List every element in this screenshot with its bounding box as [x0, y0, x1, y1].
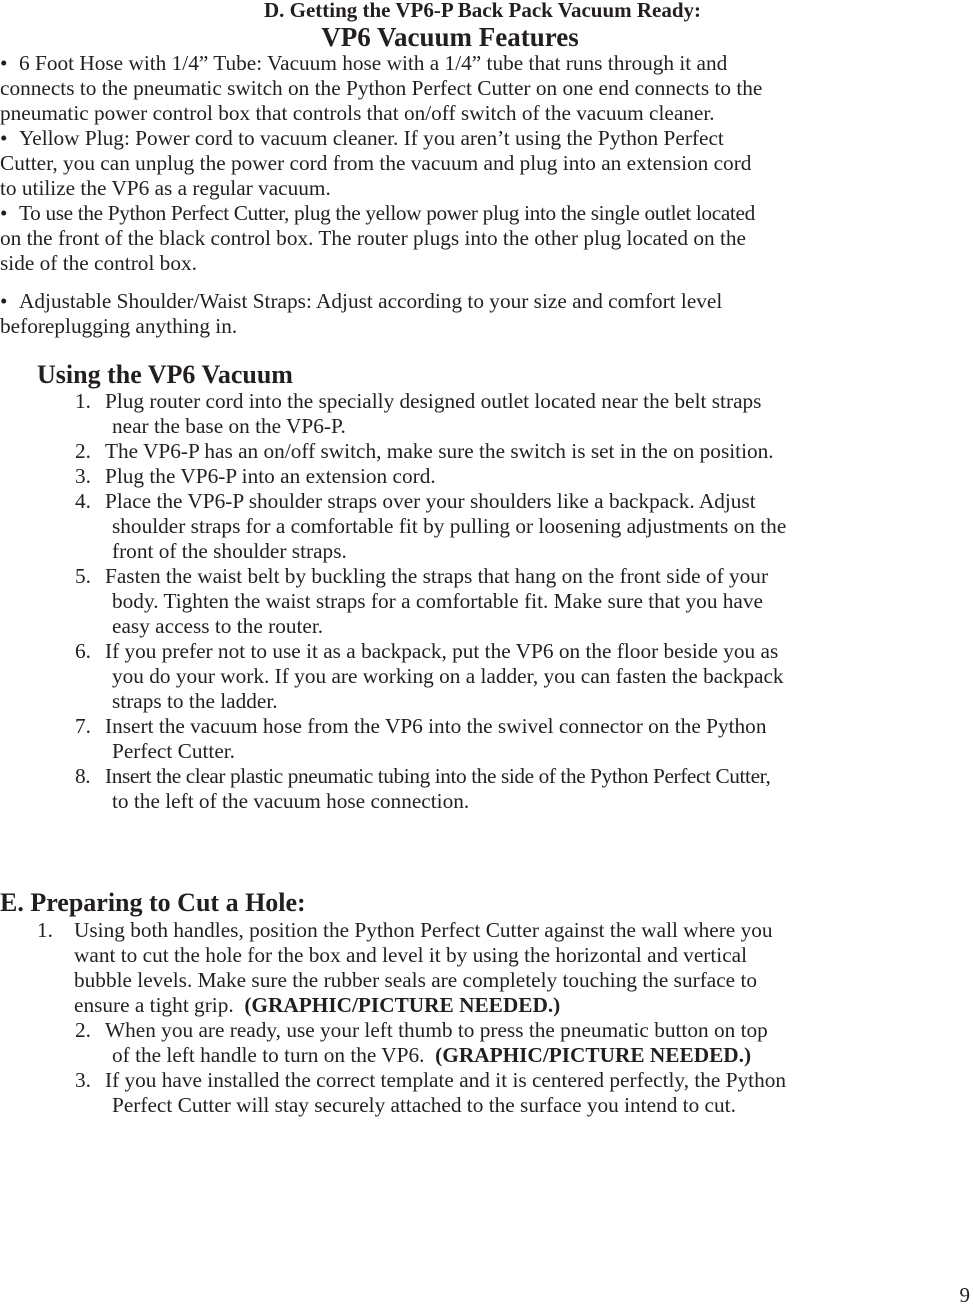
feature-bullet-3-line-2: on the front of the black control box. The router plugs into the other plug located on the [0, 226, 746, 250]
vp6-step-2-line-1: The VP6-P has an on/off switch, make sure the switch is set in the on position. [105, 439, 774, 463]
feature-bullet-1-line-3: pneumatic power control box that controls that on/off switch of the vacuum cleaner. [0, 101, 715, 125]
cut-step-1-line-2: want to cut the hole for the box and level it by using the horizontal and vertical [74, 943, 748, 967]
cut-step-2-line-1: When you are ready, use your left thumb to press the pneumatic button on top [105, 1018, 768, 1042]
vp6-step-7-line-2: Perfect Cutter. [112, 739, 236, 763]
cut-step-3 [75, 1068, 786, 1093]
feature-bullet-2-line-1: Yellow Plug: Power cord to vacuum cleaner. If you aren’t using the Python Perfect [19, 126, 724, 150]
step-number: 2. [75, 1018, 91, 1042]
vp6-step-1 [75, 389, 761, 414]
vp6-step-5-line-2: body. Tighten the waist straps for a comfortable fit. Make sure that you have [112, 589, 763, 613]
cut-step-1 [37, 918, 773, 943]
vp6-step-8-line-2: to the left of the vacuum hose connection. [112, 789, 470, 813]
vp6-step-3 [75, 464, 436, 489]
vp6-step-6-line-1: If you prefer not to use it as a backpack, put the VP6 on the floor beside you as [105, 639, 779, 663]
feature-bullet-3-line-1: To use the Python Perfect Cutter, plug the yellow power plug into the single outlet located [19, 201, 755, 225]
cut-step-2-line-2 [112, 1043, 751, 1068]
step-number: 3. [75, 1068, 91, 1092]
feature-bullet-4 [0, 289, 722, 314]
cut-step-3-line-1: If you have installed the correct template and it is centered perfectly, the Python [105, 1068, 787, 1092]
graphic-needed-note: (GRAPHIC/PICTURE NEEDED.) [244, 993, 561, 1017]
vp6-step-4-line-1: Place the VP6-P shoulder straps over your shoulders like a backpack. Adjust [105, 489, 756, 513]
vp6-step-7 [75, 714, 766, 739]
feature-bullet-1-line-2: connects to the pneumatic switch on the Python Perfect Cutter on one end connects to the [0, 76, 763, 100]
vp6-step-8 [75, 764, 770, 789]
bullet-marker: • [0, 126, 8, 150]
bullet-marker: • [0, 51, 8, 75]
vp6-step-1-line-2: near the base on the VP6-P. [112, 414, 346, 438]
vp6-step-4-line-2: shoulder straps for a comfortable fit by pulling or loosening adjustments on the [112, 514, 787, 538]
feature-bullet-1 [0, 51, 727, 76]
section-e-title: E. Preparing to Cut a Hole: [0, 888, 306, 917]
step-number: 4. [75, 489, 91, 513]
features-title: VP6 Vacuum Features [321, 22, 579, 52]
page-number: 9 [959, 1283, 970, 1307]
feature-bullet-2 [0, 126, 724, 151]
cut-step-2-line-2-text: of the left handle to turn on the VP6. [112, 1043, 425, 1067]
using-vp6-title: Using the VP6 Vacuum [37, 360, 293, 389]
step-number: 3. [75, 464, 91, 488]
vp6-step-5-line-1: Fasten the waist belt by buckling the straps that hang on the front side of your [105, 564, 769, 588]
feature-bullet-3 [0, 201, 755, 226]
vp6-step-6-line-3: straps to the ladder. [112, 689, 278, 713]
step-number: 6. [75, 639, 91, 663]
cut-step-1-line-1: Using both handles, position the Python Perfect Cutter against the wall where you [74, 918, 773, 942]
feature-bullet-2-line-2: Cutter, you can unplug the power cord from the vacuum and plug into an extension cord [0, 151, 752, 175]
step-number: 7. [75, 714, 91, 738]
vp6-step-6-line-2: you do your work. If you are working on a ladder, you can fasten the backpack [112, 664, 784, 688]
step-number: 1. [37, 918, 53, 942]
cut-step-3-line-2: Perfect Cutter will stay securely attached to the surface you intend to cut. [112, 1093, 736, 1117]
vp6-step-8-line-1: Insert the clear plastic pneumatic tubing into the side of the Python Perfect Cutter, [105, 764, 771, 788]
bullet-marker: • [0, 201, 8, 225]
feature-bullet-3-line-3: side of the control box. [0, 251, 197, 275]
cut-step-1-line-4 [74, 993, 560, 1018]
vp6-step-1-line-1: Plug router cord into the specially designed outlet located near the belt straps [105, 389, 762, 413]
step-number: 1. [75, 389, 91, 413]
vp6-step-6 [75, 639, 778, 664]
cut-step-1-line-3: bubble levels. Make sure the rubber seals are completely touching the surface to [74, 968, 758, 992]
vp6-step-3-line-1: Plug the VP6-P into an extension cord. [105, 464, 436, 488]
vp6-step-5 [75, 564, 768, 589]
bullet-marker: • [0, 289, 8, 313]
graphic-needed-note: (GRAPHIC/PICTURE NEEDED.) [435, 1043, 752, 1067]
feature-bullet-1-line-1: 6 Foot Hose with 1/4” Tube: Vacuum hose with a 1/4” tube that runs through it and [19, 51, 728, 75]
step-number: 8. [75, 764, 91, 788]
vp6-step-7-line-1: Insert the vacuum hose from the VP6 into the swivel connector on the Python [105, 714, 767, 738]
cut-step-2 [75, 1018, 768, 1043]
step-number: 2. [75, 439, 91, 463]
feature-bullet-4-line-1: Adjustable Shoulder/Waist Straps: Adjust according to your size and comfort level [19, 289, 723, 313]
section-d-title: D. Getting the VP6-P Back Pack Vacuum Ready: [263, 0, 702, 22]
vp6-step-5-line-3: easy access to the router. [112, 614, 324, 638]
cut-step-1-line-4-text: ensure a tight grip. [74, 993, 234, 1017]
feature-bullet-4-line-2: beforeplugging anything in. [0, 314, 238, 338]
feature-bullet-2-line-3: to utilize the VP6 as a regular vacuum. [0, 176, 331, 200]
vp6-step-4 [75, 489, 756, 514]
vp6-step-4-line-3: front of the shoulder straps. [112, 539, 347, 563]
vp6-step-2 [75, 439, 774, 464]
step-number: 5. [75, 564, 91, 588]
